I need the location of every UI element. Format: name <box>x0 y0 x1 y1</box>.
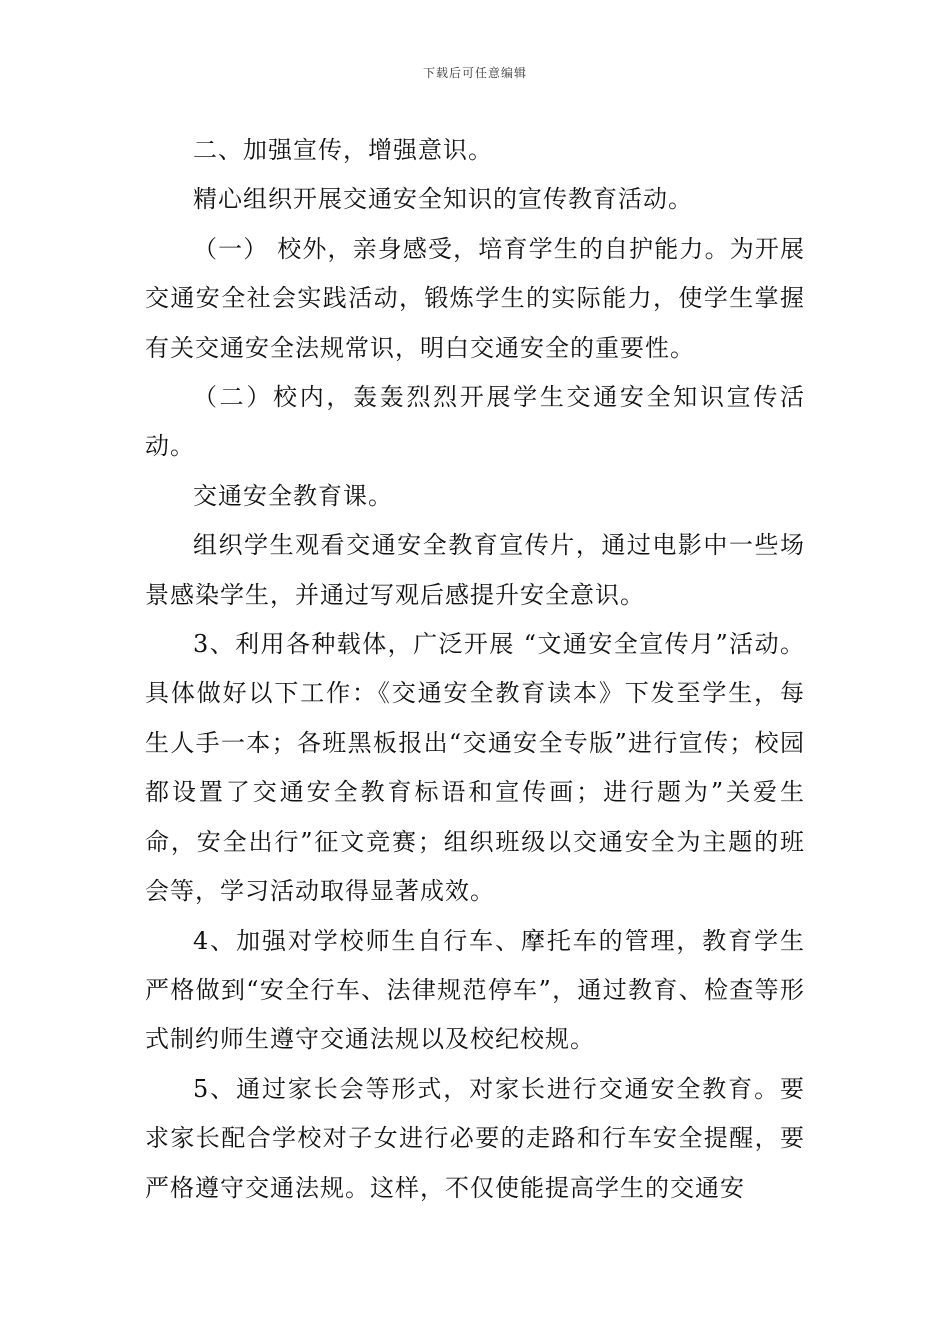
paragraph-education-class: 交通安全教育课。 <box>193 481 393 510</box>
paragraph-item-5: 5、通过家长会等形式，对家长进行交通安全教育。要求家长配合学校对子女进行必要的走路和行车安全提醒，要严格遵守交通法规。这样，不仅使能提高学生的交通安 <box>145 1074 805 1202</box>
paragraph-item-4: 4、加强对学校师生自行车、摩托车的管理，教育学生严格做到“安全行车、法律规范停车”，通过教育、检查等形式制约师生遵守交通法规以及校纪校规。 <box>145 926 805 1054</box>
page-header: 下载后可任意编辑 <box>422 66 527 80</box>
paragraph-outside-school: （一） 校外，亲身感受，培育学生的自护能力。为开展交通安全社会实践活动，锻炼学生的实际能力，使学生掌握有关交通安全法规常识，明白交通安全的重要性。 <box>145 234 805 362</box>
paragraph-item-3: 3、利用各种载体，广泛开展 “文通安全宣传月”活动。具体做好以下工作：《交通安全教育读本》下发至学生，每生人手一本；各班黑板报出“交通安全专版”进行宣传；校园都设置了交通安全教育标语和宣传画；进行题为”关爱生命，安全出行”征文竞赛；组织班级以交通安全为主题的班会等，学习活动取得显著成效。 <box>145 630 805 906</box>
paragraph-intro: 精心组织开展交通安全知识的宣传教育活动。 <box>193 185 693 214</box>
paragraph-watch-film: 组织学生观看交通安全教育宣传片，通过电影中一些场景感染学生，并通过写观后感提升安全意识。 <box>145 531 805 609</box>
document-body <box>145 126 805 1213</box>
paragraph-section-heading: 二、加强宣传，增强意识。 <box>193 136 493 164</box>
paragraph-inside-school: （二）校内，轰轰烈烈开展学生交通安全知识宣传活动。 <box>145 383 805 461</box>
